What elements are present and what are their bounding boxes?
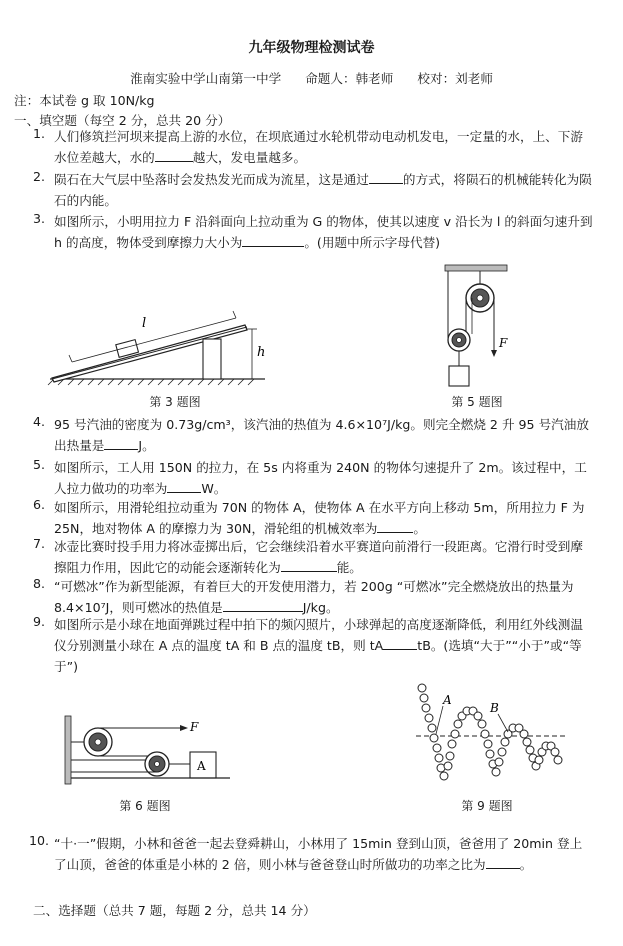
question-number: 2. <box>33 169 46 184</box>
question-number: 9. <box>33 614 46 629</box>
question-number: 6. <box>33 497 46 512</box>
question-number: 1. <box>33 126 46 141</box>
point-a-label: A <box>443 693 452 707</box>
force-label: F <box>499 336 508 350</box>
figure-3-incline <box>40 300 280 390</box>
proofreader: 校对：刘老师 <box>417 71 493 86</box>
answer-blank[interactable] <box>383 636 417 650</box>
figure-9-caption: 第 9 题图 <box>461 799 513 813</box>
figure-6-caption: 第 6 题图 <box>119 799 171 813</box>
force-label: F <box>190 720 199 734</box>
answer-blank[interactable] <box>155 148 193 162</box>
answer-blank[interactable] <box>242 233 304 247</box>
question-text: 如图所示，用滑轮组拉动重为 70N 的物体 A，使物体 A 在水平方向上移动 5m，所用拉力 F 为 25N，地对物体 A 的摩擦力为 30N，滑轮组的机械效率为 。 <box>54 500 585 536</box>
question-number: 10. <box>29 833 50 848</box>
height-label: h <box>257 345 266 360</box>
answer-blank[interactable] <box>281 558 337 572</box>
question-number: 4. <box>33 414 46 429</box>
figure-6-pulley <box>62 712 232 788</box>
exam-note: 注：本试卷 g 取 10N/kg <box>14 93 155 108</box>
question-text: 人们修筑拦河坝来提高上游的水位，在坝底通过水轮机带动电动机发电，一定量的水，上、下游水位差越大，水的 越大，发电量越多。 <box>54 129 583 165</box>
section-2-heading: 二、选择题（总共 7 题，每题 2 分，总共 14 分） <box>33 903 316 918</box>
school-name: 淮南实验中学山南第一中学 <box>130 71 282 86</box>
answer-blank[interactable] <box>167 479 201 493</box>
author: 命题人：韩老师 <box>305 71 394 86</box>
figure-3-caption: 第 3 题图 <box>149 395 201 409</box>
question-number: 7. <box>33 536 46 551</box>
question-text: 陨石在大气层中坠落时会发热发光而成为流星，这是通过 的方式，将陨石的机械能转化为陨石的内能。 <box>54 172 592 208</box>
answer-blank[interactable] <box>377 519 413 533</box>
question-text: 如图所示，工人用 150N 的拉力，在 5s 内将重为 240N 的物体匀速提升了 2m。该过程中，工人拉力做功的功率为 W。 <box>54 460 587 496</box>
question-text: 95 号汽油的密度为 0.73g/cm³，该汽油的热值为 4.6×10⁷J/kg。则完全燃烧 2 升 95 号汽油放出热量是 J。 <box>54 417 589 453</box>
page-title: 九年级物理检测试卷 <box>248 40 375 56</box>
question-text: “十·一”假期，小林和爸爸一起去登舜耕山，小林用了 15min 登到山顶，爸爸用了 20min 登上了山顶，爸爸的体重是小林的 2 倍，则小林与爸爸登山时所做功的功率之比为 。 <box>54 836 583 872</box>
answer-blank[interactable] <box>369 170 403 184</box>
figure-9-bouncing-ball <box>410 680 570 792</box>
answer-blank[interactable] <box>486 855 520 869</box>
block-label: A <box>197 759 206 773</box>
question-number: 3. <box>33 211 46 226</box>
answer-blank[interactable] <box>223 598 303 612</box>
question-text: 冰壶比赛时投手用力将冰壶掷出后，它会继续沿着水平赛道向前滑行一段距离。它滑行时受到摩擦阻力作用，因此它的动能会逐渐转化为 能。 <box>54 539 583 575</box>
exam-info <box>0 68 623 87</box>
question-text: 如图所示，小明用拉力 F 沿斜面向上拉动重为 G 的物体，使其以速度 v 沿长为 l 的斜面匀速升到 h 的高度，物体受到摩擦力大小为 。(用题中所示字母代替) <box>54 214 593 250</box>
figure-5-pulley <box>425 262 525 390</box>
question-text: 如图所示是小球在地面弹跳过程中拍下的频闪照片，小球弹起的高度逐渐降低，利用红外线测温仪分别测量小球在 A 点的温度 tA 和 B 点的温度 tB，则 tA tB。(选填“大于”“小于”或“等于”) <box>54 617 583 674</box>
question-number: 5. <box>33 457 46 472</box>
figure-5-caption: 第 5 题图 <box>451 395 503 409</box>
point-b-label: B <box>490 701 499 715</box>
question-number: 8. <box>33 576 46 591</box>
answer-blank[interactable] <box>104 436 138 450</box>
length-label: l <box>142 316 147 331</box>
question-text: “可燃冰”作为新型能源，有着巨大的开发使用潜力，若 200g “可燃冰”完全燃烧放出的热量为 8.4×10⁷J，则可燃冰的热值是 J/kg。 <box>54 579 574 615</box>
section-1-heading: 一、填空题（每空 2 分，总共 20 分） <box>14 113 231 128</box>
